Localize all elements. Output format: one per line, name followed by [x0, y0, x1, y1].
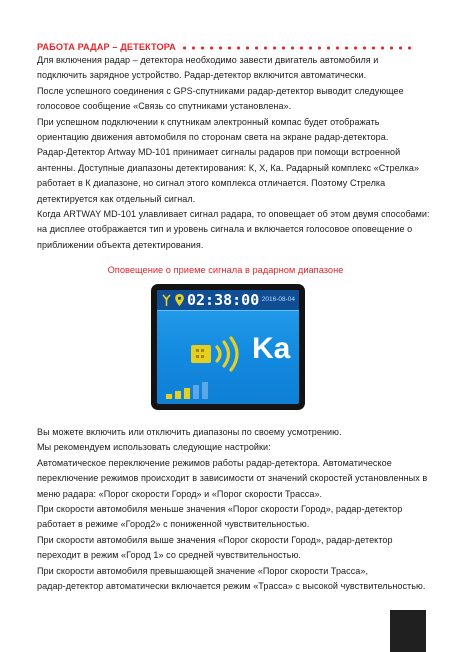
clock-time: 02:38:00 [187, 291, 260, 309]
text-line: голосовое сообщение «Связь со спутниками установлена». [37, 101, 292, 112]
signal-bar [202, 382, 208, 399]
signal-bar [175, 391, 181, 399]
text-line: приближении объекта детектирования. [37, 239, 204, 250]
text-line: переключение режимов происходит в зависимости от значений скоростей установленных в [37, 473, 428, 484]
text-line: Вы можете включить или отключить диапазоны по своему усмотрению. [37, 427, 342, 437]
text-line: При скорости автомобиля превышающей значение «Порог скорости Трасса», [37, 565, 369, 576]
text-line: переходит в режим «Город 1» со средней чувствительностью. [37, 550, 301, 561]
settings-paragraph [37, 425, 428, 594]
text-line: Автоматическое переключение режимов работы радар-детектора. Автоматическое [37, 457, 392, 468]
text-line: Когда ARTWAY MD-101 улавливает сигнал радара, то оповещает об этом двумя способами: [37, 209, 430, 220]
text-line: работает в режиме «Город2» с пониженной чувствительностью. [37, 519, 310, 530]
display-status-bar [157, 290, 299, 311]
figure-caption: Оповещение о приеме сигнала в радарном диапазоне [107, 265, 344, 275]
clock-date: 2016-08-04 [261, 296, 295, 303]
intro-paragraph [37, 53, 430, 253]
text-line: работает в К диапазоне, но сигнал этого комплекса отличается. Поэтому Стрелка [37, 178, 386, 189]
text-line: Мы рекомендуем использовать следующие настройки: [37, 442, 271, 453]
display-screen [157, 290, 299, 404]
signal-strength-meter [164, 380, 224, 400]
text-line: на дисплее отображается тип и уровень сигнала и включается голосовое оповещение о [37, 224, 413, 235]
text-line: детектируется как отдельный сигнал. [37, 193, 196, 204]
text-line: радар-детектор автоматически включается режим «Трасса» с высокой чувствительностью. [37, 581, 426, 592]
signal-bar [166, 394, 172, 399]
satellite-icon [161, 293, 172, 307]
signal-bar [184, 388, 190, 399]
dotted-divider [180, 46, 417, 50]
text-line: антенны. Доступные диапазоны детектирования: К, Х, Ка. Радарный комплекс «Стрелка» [37, 162, 420, 173]
signal-bar [193, 385, 199, 399]
text-line: При скорости автомобиля выше значения «Порог скорости Город», радар-детектор [37, 534, 393, 545]
text-line: Радар-Детектор Artway MD-101 принимает сигналы радаров при помощи встроенной [37, 147, 401, 158]
text-line: подключить зарядное устройство. Радар-детектор включится автоматически. [37, 70, 367, 81]
page-corner-tab [390, 610, 426, 652]
text-line: После успешного соединения с GPS-спутниками радар-детектор выводит следующее [37, 85, 404, 96]
section-heading: РАБОТА РАДАР – ДЕТЕКТОРА [37, 42, 176, 52]
text-line: Для включения радар – детектора необходимо завести двигатель автомобиля и [37, 55, 379, 65]
band-indicator: Ka [252, 332, 291, 365]
text-line: При скорости автомобиля меньше значения «Порог скорости Город», радар-детектор [37, 504, 403, 515]
section-heading-row [37, 40, 417, 54]
radar-detector-display [151, 284, 305, 410]
text-line: меню радара: «Порог скорости Город» и «Порог скорости Трасса». [37, 488, 323, 499]
gps-icon [174, 293, 185, 307]
text-line: При успешном подключении к спутникам электронный компас будет отображать [37, 116, 380, 127]
text-line: ориентацию движения автомобиля по сторонам света на экране радар-детектора. [37, 132, 389, 143]
radar-signal-icon [189, 336, 249, 372]
